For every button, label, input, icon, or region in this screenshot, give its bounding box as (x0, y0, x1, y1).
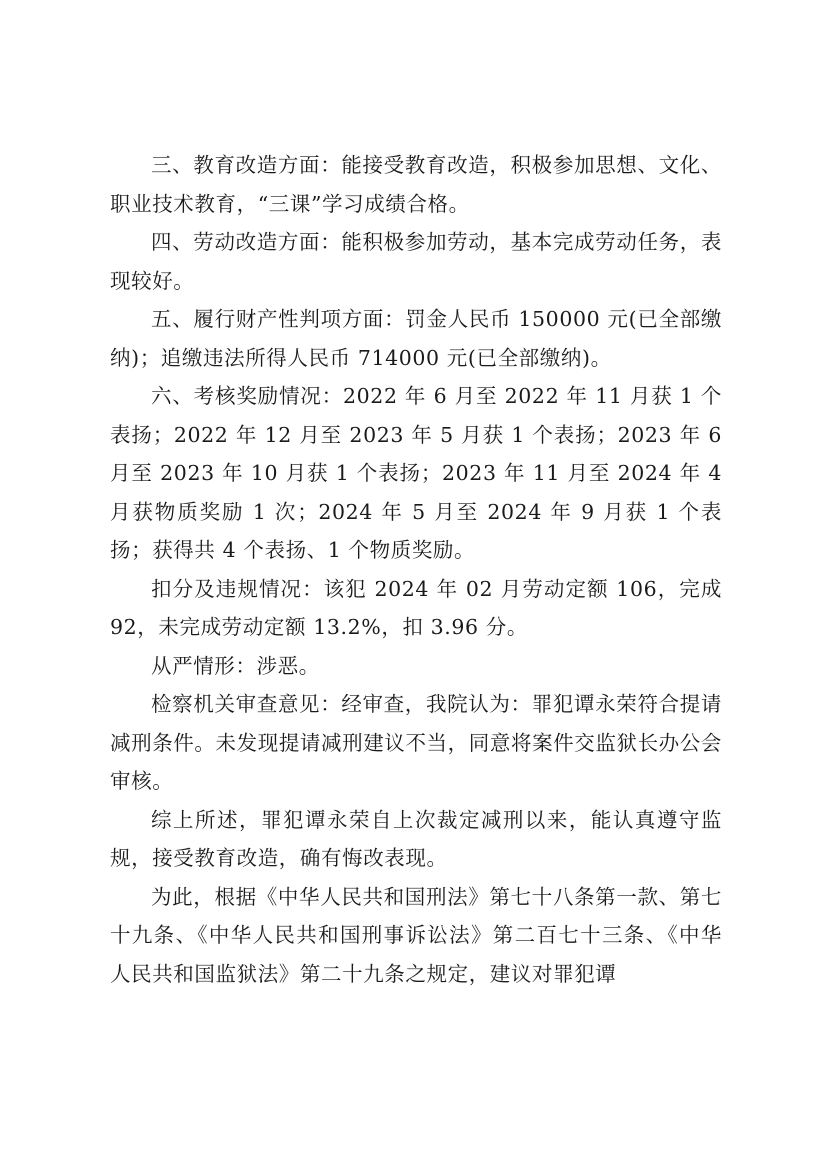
paragraph-labor-reform: 四、劳动改造方面：能积极参加劳动，基本完成劳动任务，表现较好。 (110, 230, 722, 293)
paragraph-procuratorate-opinion: 检察机关审查意见：经审查，我院认为：罪犯谭永荣符合提请减刑条件。未发现提请减刑建议不当，同意将案件交监狱长办公会审核。 (110, 692, 722, 793)
paragraph-strict-circumstances: 从严情形：涉恶。 (151, 653, 320, 678)
paragraph-legal-basis: 为此，根据《中华人民共和国刑法》第七十八条第一款、第七十九条、《中华人民共和国刑事诉讼法》第二百七十三条、《中华人民共和国监狱法》第二十九条之规定，建议对罪犯谭 (110, 884, 722, 986)
paragraph-deductions-violations: 扣分及违规情况：该犯 2024 年 02 月劳动定额 106，完成 92，未完成劳动定额 13.2%，扣 3.96 分。 (110, 576, 722, 639)
paragraph-summary: 综上所述，罪犯谭永荣自上次裁定减刑以来，能认真遵守监规，接受教育改造，确有悔改表现。 (110, 807, 722, 870)
document-body (110, 146, 722, 993)
paragraph-assessment-rewards: 六、考核奖励情况：2022 年 6 月至 2022 年 11 月获 1 个表扬；2022 年 12 月至 2023 年 5 月获 1 个表扬；2023 年 6 月至 2023 年 10 月获 1 个表扬；2023 年 11 月至 2024 年 4 月获物质奖励 1 次；2024 年 5 月至 2024 年 9 月获 1 个表扬；获得共 4 个表扬、1 个物质奖励。 (110, 384, 722, 562)
paragraph-education-reform: 三、教育改造方面：能接受教育改造，积极参加思想、文化、职业技术教育，“三课”学习成绩合格。 (110, 153, 722, 216)
paragraph-property-judgment: 五、履行财产性判项方面：罚金人民币 150000 元(已全部缴纳)；追缴违法所得人民币 714000 元(已全部缴纳)。 (110, 307, 722, 370)
